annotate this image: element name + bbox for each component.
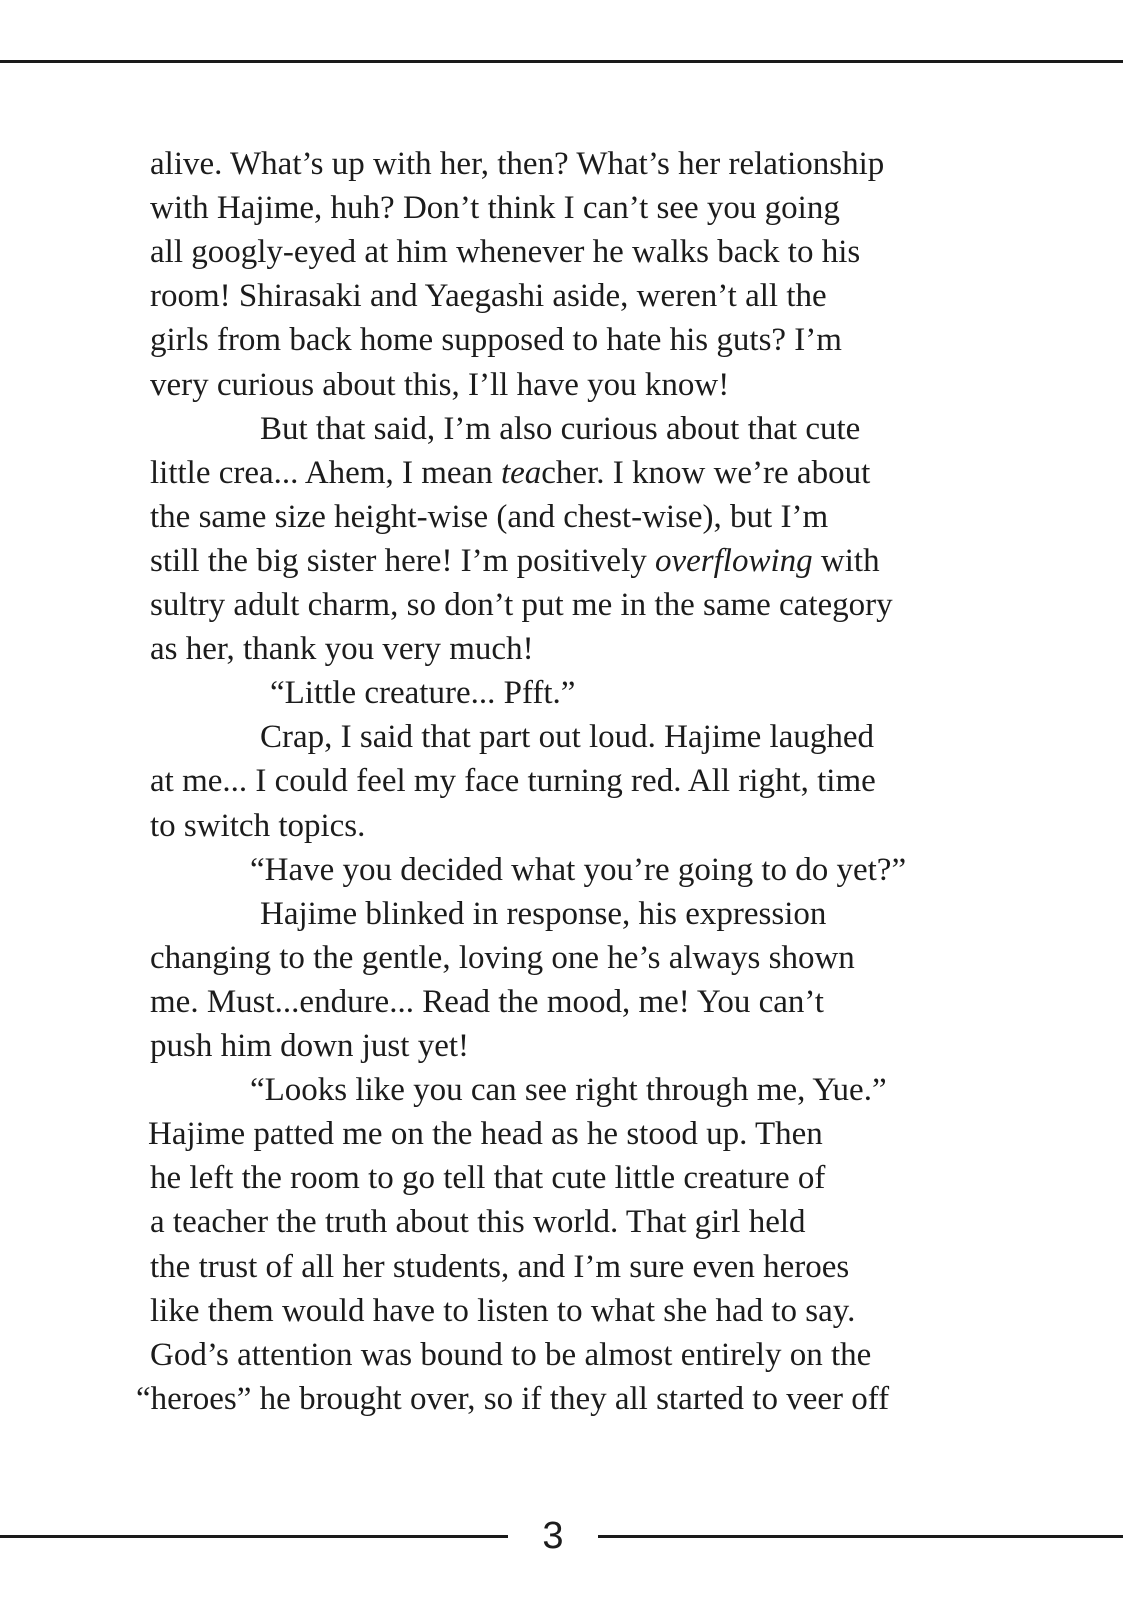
text-run: as her, thank you very much! [150,631,534,668]
text-run: God’s attention was bound to be almost entirely on the [150,1336,872,1373]
text-run: all googly-eyed at him whenever he walks back to his [150,234,861,271]
text-line [150,274,827,318]
text-run: “Little creature... Pfft.” [270,675,576,712]
text-line [150,1024,469,1068]
text-run: “Have you decided what you’re going to do yet?” [250,851,907,888]
text-line [150,318,842,362]
text-run: “heroes” he brought over, so if they all started to veer off [136,1380,890,1417]
text-line [150,142,884,186]
footer-rule-right [598,1535,1123,1538]
text-run: very curious about this, I’ll have you know! [150,366,730,403]
text-run: room! Shirasaki and Yaegashi aside, weren’t all the [150,278,827,315]
text-run: still the big sister here! I’m positively [150,542,655,579]
text-line [136,1377,889,1421]
text-run: the trust of all her students, and I’m sure even heroes [150,1248,850,1285]
italic-emphasis: overflowing [655,542,813,579]
text-line [150,759,876,803]
text-line [150,1156,825,1200]
text-line [150,627,534,671]
text-run: Hajime patted me on the head as he stood up. Then [148,1116,823,1153]
text-line [250,848,906,892]
text-run: a teacher the truth about this world. That girl held [150,1204,806,1241]
text-run: like them would have to listen to what she had to say. [150,1292,856,1329]
text-run: little crea... Ahem, I mean [150,454,501,491]
text-line [150,363,729,407]
text-line [148,1112,823,1156]
text-line [150,186,840,230]
text-run: with Hajime, huh? Don’t think I can’t see you going [150,190,840,227]
text-run: with [812,542,880,579]
text-line [150,804,365,848]
text-line [150,1289,855,1333]
text-line [150,495,828,539]
text-line [270,671,575,715]
text-run: cher. I know we’re about [541,454,871,491]
text-line [150,980,824,1024]
text-run: at me... I could feel my face turning red. All right, time [150,763,876,800]
text-run: Crap, I said that part out loud. Hajime laughed [260,719,875,756]
text-line [260,407,860,451]
text-run: me. Must...endure... Read the mood, me! You can’t [150,983,824,1020]
text-line [150,583,893,627]
text-run: to switch topics. [150,807,366,844]
text-run: push him down just yet! [150,1028,469,1064]
page-number: 3 [542,1515,564,1557]
text-line [150,1333,871,1377]
text-line [150,451,870,495]
text-run: girls from back home supposed to hate his guts? I’m [150,322,842,359]
text-line [150,936,855,980]
text-line [150,1200,806,1244]
text-line [150,1245,849,1289]
text-line [260,715,874,759]
text-line [150,539,880,583]
text-run: changing to the gentle, loving one he’s always shown [150,939,855,976]
text-run: the same size height-wise (and chest-wise), but I’m [150,498,829,535]
text-run: “Looks like you can see right through me, Yue.” [250,1072,887,1109]
text-line [250,1068,887,1112]
text-line [150,230,860,274]
footer-rule-left [0,1535,508,1538]
italic-emphasis: tea [500,454,542,491]
text-run: sultry adult charm, so don’t put me in the same category [150,587,893,623]
text-run: But that said, I’m also curious about that cute [260,410,861,447]
header-rule [0,60,1123,63]
text-run: he left the room to go tell that cute little creature of [150,1160,826,1197]
text-run: alive. What’s up with her, then? What’s her relationship [150,146,885,182]
text-run: Hajime blinked in response, his expression [260,895,827,932]
text-line [260,892,826,936]
